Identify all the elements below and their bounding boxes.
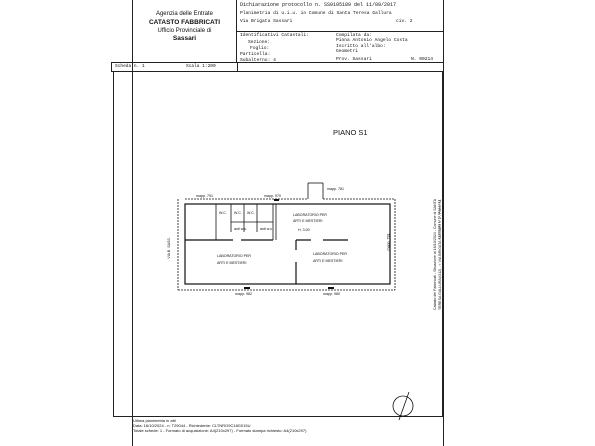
compilatore-name: Pinna Antonio Angelo Costa [336, 38, 408, 43]
compilata-label: Compilata da: [336, 33, 372, 38]
civic-number: civ. 2 [396, 19, 413, 24]
scheda-number: Scheda n. 1 [115, 64, 145, 69]
identificativi-label: Identificativi Catastali: [240, 33, 309, 38]
wc-label-1: W.C. [219, 211, 227, 215]
province-name: Sassari [172, 35, 197, 42]
room-label-3b: ARTI E MESTIERI [313, 259, 343, 263]
room-label-3: LABORATORIO PER [313, 252, 348, 256]
subalterno-label: Subalterno: 4 [240, 58, 276, 63]
mapp-781: mapp. 781 [327, 187, 344, 191]
room-height: H. 3.00 [298, 228, 310, 232]
planimetry-line: Planimetria di u.i.u. in Comune di Santa Teresa Gallura [240, 11, 392, 16]
floor-plan-drawing [133, 0, 443, 446]
registration-number: N. 00214 [411, 57, 434, 62]
catasto-title: CATASTO FABBRICATI [148, 19, 220, 26]
mapp-791-right: mapp. 791 [386, 233, 391, 251]
cadastral-plan-page [115, 0, 444, 446]
anti-wc-label-2: anti w.c. [260, 227, 273, 231]
side-stamp: Catasto dei Fabbricati - Situazione al 16/10/2024 - Comune di SANTA TERESA GALLURA(I312) - < VIA BRIGATA SASSARI n. 2 - Piano S1 [433, 199, 442, 310]
anti-wc-label-1: anti w.c. [234, 227, 247, 231]
room-label-2b: ARTI E MESTIERI [217, 261, 247, 265]
particella-label: Particella: [240, 52, 271, 57]
agency-name: Agenzia delle Entrate [155, 11, 214, 17]
north-arrow-icon [393, 392, 413, 420]
footer-line-2: Data: 16/10/2024 - n. T29044 - Richiedente: CLTNRO9C18G015U [133, 423, 251, 428]
footer [133, 418, 433, 433]
foglio-label: Foglio: [250, 46, 270, 51]
albo-value: Geometri [336, 49, 359, 54]
address: Via Brigata Sassari [240, 19, 293, 24]
iscritto-label: Iscritto all'albo: [336, 44, 386, 49]
mapp-970: mapp. 970 [264, 194, 281, 198]
protocol-line: Dichiarazione protocollo n. SS0105189 del 11/09/2017 [240, 2, 397, 8]
footer-line-1: Ultima planimetria in atti [133, 418, 176, 423]
wc-label-2: W.C. [234, 211, 242, 215]
wc-label-3: W.C. [247, 211, 255, 215]
via-label: VIA B. SASS. [166, 237, 171, 259]
mapp-980: mapp. 980 [323, 292, 340, 296]
footer-line-3: Totale schede: 1 - Formato di acquisizione: A4(210x297) - Formato stampa richiesto: A4(210x297) [133, 428, 307, 433]
mapp-982: mapp. 982 [235, 292, 252, 296]
room-label-1: LABORATORIO PER [293, 213, 328, 217]
plan-title: PIANO S1 [333, 128, 368, 137]
room-label-2: LABORATORIO PER [217, 254, 252, 258]
scale-label: Scala 1:200 [186, 64, 216, 69]
mapp-791-top: mapp. 791 [196, 194, 213, 198]
ufficio-label: Ufficio Provinciale di [157, 28, 212, 34]
room-label-1b: ARTI E MESTIERI [293, 219, 323, 223]
sezione-label: Sezione: [248, 40, 271, 45]
prov-label: Prov. Sassari [336, 57, 372, 62]
